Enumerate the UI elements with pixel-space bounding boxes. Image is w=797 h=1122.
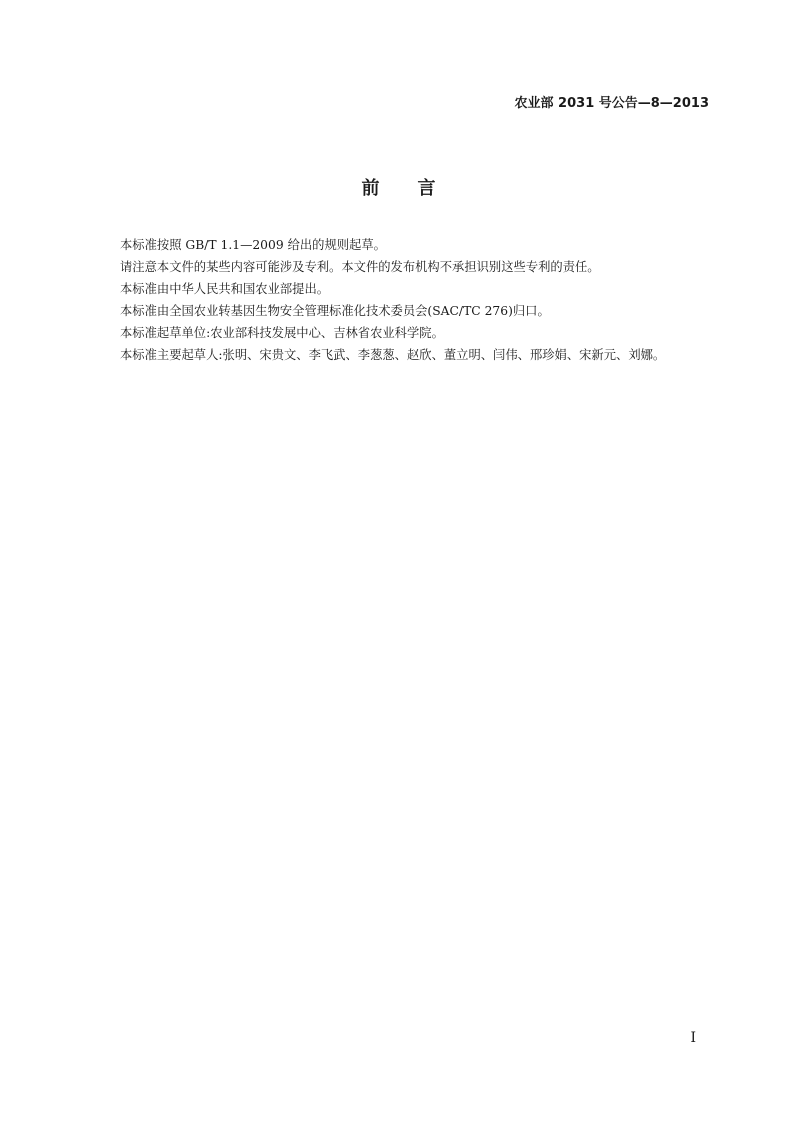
page-number: I [690,1030,696,1046]
document-number: 农业部 2031 号公告—8—2013 [514,96,709,111]
paragraph-drafting-rules: 本标准按照 GB/T 1.1—2009 给出的规则起草。 [120,238,386,252]
foreword-body [120,234,720,366]
paragraph-drafters: 本标准主要起草人:张明、宋贵文、李飞武、李葱葱、赵欣、董立明、闫伟、邢珍娟、宋新元、刘娜。 [120,348,666,362]
paragraph-proposer: 本标准由中华人民共和国农业部提出。 [120,282,330,296]
paragraph-drafting-units: 本标准起草单位:农业部科技发展中心、吉林省农业科学院。 [120,326,444,340]
paragraph-committee: 本标准由全国农业转基因生物安全管理标准化技术委员会(SAC/TC 276)归口。 [120,304,550,318]
paragraph-patent-notice: 请注意本文件的某些内容可能涉及专利。本文件的发布机构不承担识别这些专利的责任。 [120,260,600,274]
page-title: 前言 [361,178,474,199]
